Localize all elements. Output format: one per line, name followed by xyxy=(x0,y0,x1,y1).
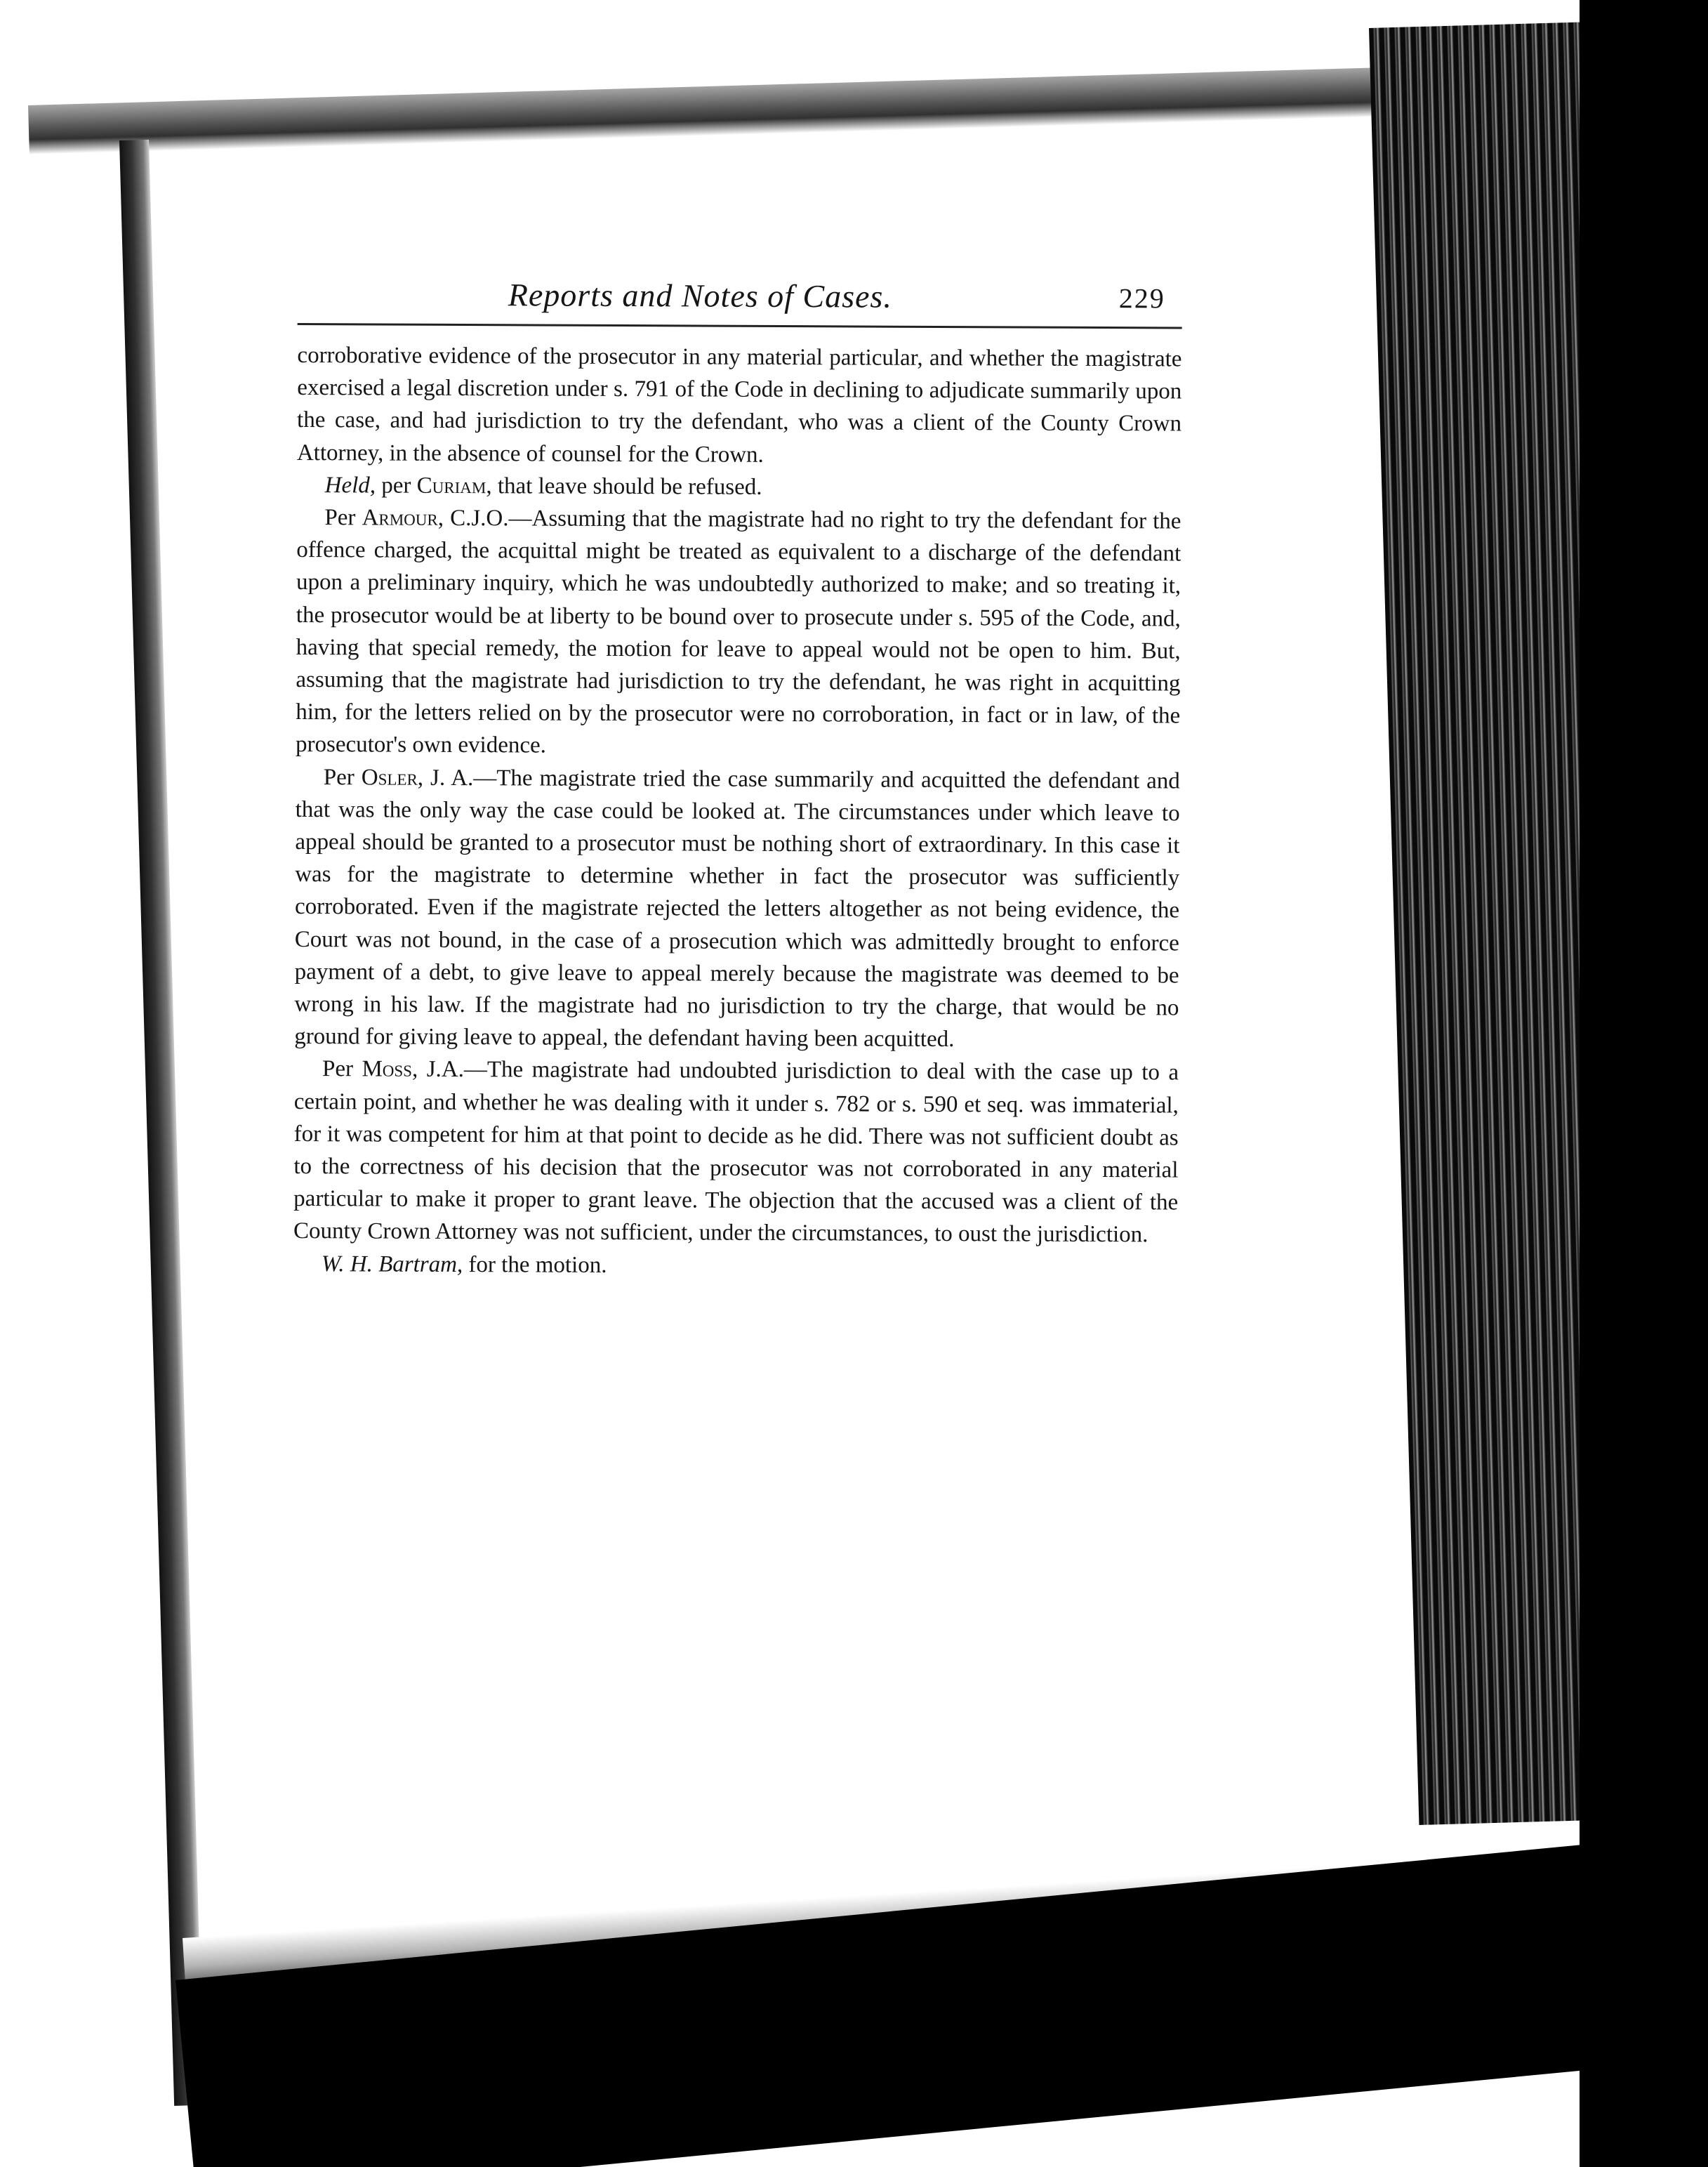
counsel-name: W. H. Bartram, xyxy=(321,1251,463,1277)
moss-per: Per xyxy=(322,1056,362,1082)
osler-per: Per xyxy=(323,764,362,791)
running-head xyxy=(298,270,1182,322)
held-curiam: Curiam, xyxy=(416,473,492,499)
armour-name: Armour, xyxy=(362,505,444,531)
armour-text: C.J.O.—Assuming that the magistrate had no right to try the defendant for the offence charged, the acquittal might be treated as equivalent to a discharge of the defendant upon a preliminary inquiry, which he was undoubtedly authorized to make; and so treating it, the prosecutor would be at liberty to be bound over to prosecute under s. 595 of the Code, and, having that special remedy, the motion for leave to appeal would not be open to him. But, assuming that the magistrate had jurisdiction to try the defendant, he was right in acquitting him, for the letters relied on by the prosecutor were no corroboration, in fact or in law, of the prosecutor's own evidence. xyxy=(295,505,1181,758)
header-rule xyxy=(298,323,1182,329)
bottom-dark-border xyxy=(176,1832,1708,2167)
paragraph-moss xyxy=(293,1053,1179,1251)
printed-page xyxy=(293,270,1182,1284)
held-text: that leave should be refused. xyxy=(491,473,762,500)
armour-per: Per xyxy=(324,505,362,531)
page-body xyxy=(293,339,1182,1284)
page-number: 229 xyxy=(1118,282,1165,315)
top-edge-shadow xyxy=(28,66,1433,154)
osler-text: J. A.—The magistrate tried the case summarily and acquitted the defendant and that was the only way the case could be looked at. The circumstances under which leave to appeal should be granted to a prosecutor must be nothing short of extraordinary. In this case it was for the magistrate to determine whether in fact the prosecutor was sufficiently corroborated. Even if the magistrate rejected the letters altogether as not being evidence, the Court was not bound, in the case of a prosecution which was admittedly brought to enforce payment of a debt, to give leave to appeal merely because the magistrate was deemed to be wrong in his law. If the magistrate had no jurisdiction to try the charge, that would be no ground for giving leave to appeal, the defendant having been acquitted. xyxy=(294,765,1180,1053)
running-title: Reports and Notes of Cases. xyxy=(508,277,893,315)
osler-name: Osler, xyxy=(361,765,424,791)
paragraph-armour xyxy=(296,501,1181,765)
paragraph-held xyxy=(297,469,1181,506)
moss-text: J.A.—The magistrate had undoubted jurisdiction to deal with the case up to a certain point, and whether he was dealing with it under s. 782 or s. 590 et seq. was immaterial, for it was competent for him at that point to decide as he did. There was not sufficient doubt as to the correctness of his decision that the prosecutor was not corroborated in any material particular to make it proper to grant leave. The objection that the accused was a client of the County Crown Attorney was not sufficient, under the circumstances, to oust the jurisdiction. xyxy=(293,1057,1179,1248)
held-label: Held, xyxy=(324,472,376,499)
binding-shadow xyxy=(119,140,204,2106)
moss-name: Moss, xyxy=(362,1056,418,1083)
paragraph-osler xyxy=(294,761,1180,1057)
paragraph-continuation: corroborative evidence of the prosecutor in any material particular, and whether the magistrate exercised a legal discretion under s. 791 of the Code in declining to adjudicate summarily upon the case, and had jurisdiction to try the defendant, who was a client of the County Crown Attorney, in the absence of counsel for the Crown. xyxy=(296,342,1182,468)
paragraph-counsel xyxy=(293,1248,1178,1284)
counsel-text: for the motion. xyxy=(463,1251,607,1278)
held-per: per xyxy=(375,473,417,499)
